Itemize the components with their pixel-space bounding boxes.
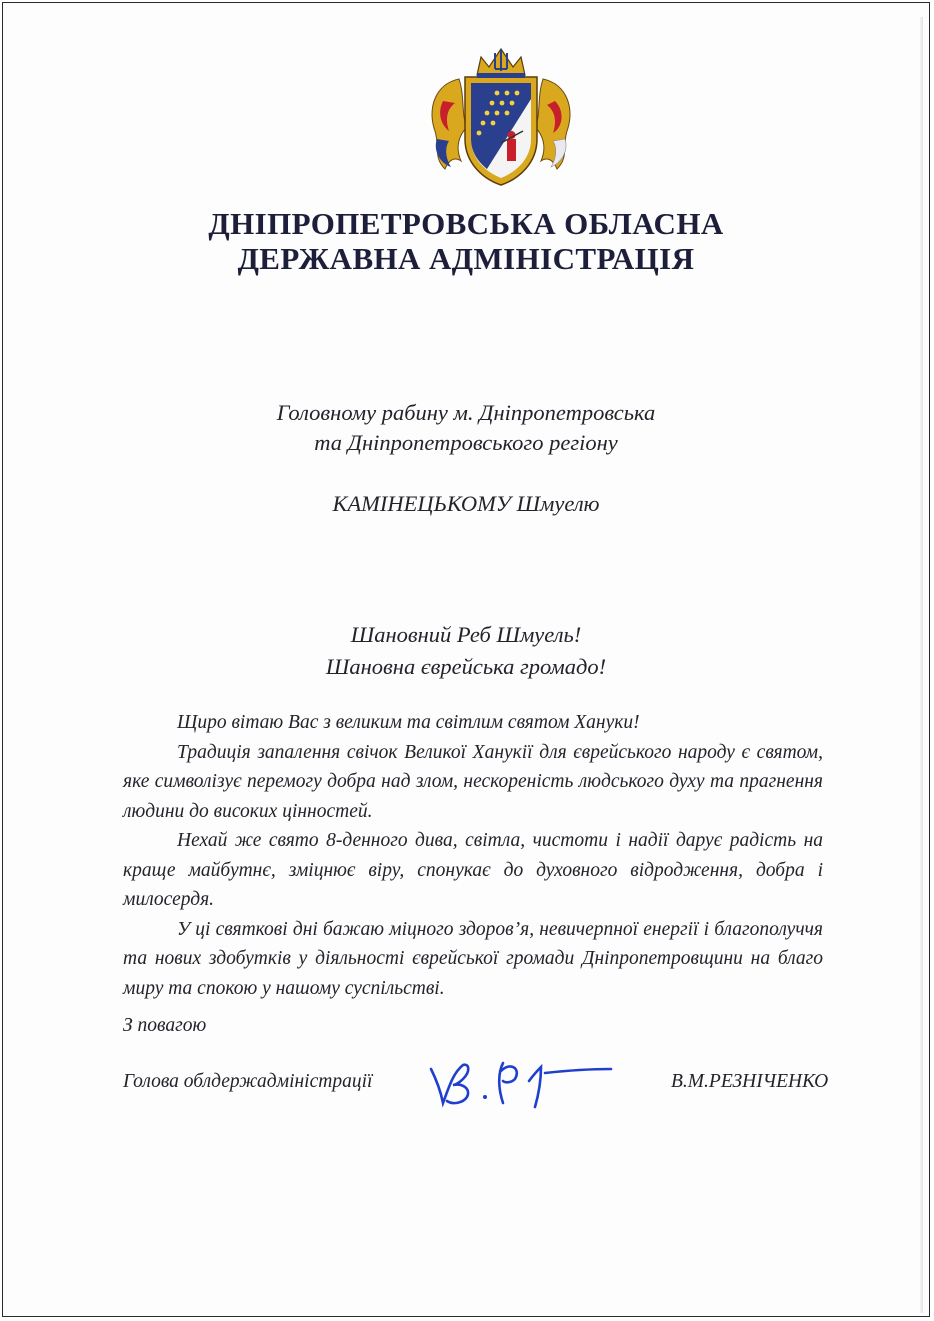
body-paragraph: Щиро вітаю Вас з великим та світлим святом Хануки! (177, 712, 640, 733)
addressee-line2: та Дніпропетровського регіону (314, 430, 618, 455)
body-paragraph: У ці святкові дні бажаю міцного здоров’я, невичерпної енергії і благополуччя та нових здобутків у діяльності єврейської громади Дніпропетровщини на благо миру та спокою у нашому суспільстві. (123, 918, 823, 999)
body-paragraph: Нехай же свято 8-денного дива, світла, чистоти і надії дарує радість на краще майбутнє, зміцнює віру, спонукає до духовного відродження, добра і милосердя. (123, 830, 823, 910)
agency-title-line1: ДНІПРОПЕТРОВСЬКА ОБЛАСНА (208, 206, 724, 241)
signatory-name: В.М.РЕЗНІЧЕНКО (671, 1071, 829, 1092)
agency-title-line2: ДЕРЖАВНА АДМІНІСТРАЦІЯ (237, 241, 695, 276)
addressee-name: КАМІНЕЦЬКОМУ Шмуелю (332, 491, 600, 516)
greeting-line1: Шановний Реб Шмуель! (350, 622, 582, 647)
signatory-title: Голова облдержадміністрації (123, 1071, 373, 1092)
addressee-line1: Головному рабину м. Дніпропетровська (276, 400, 656, 425)
body-paragraph: Традиція запалення свічок Великої Ханукії для єврейського народу є святом, яке символізує перемогу добра над злом, нескореність людського духу та прагнення людини до високих цінностей. (123, 741, 823, 822)
greeting-line2: Шановна єврейська громадо! (325, 654, 607, 679)
letter-page (2, 2, 930, 1317)
handwritten-signature (423, 1051, 623, 1111)
letter-body (123, 708, 823, 1003)
closing-phrase: З повагою (123, 1015, 207, 1036)
coat-of-arms-emblem (415, 39, 587, 189)
